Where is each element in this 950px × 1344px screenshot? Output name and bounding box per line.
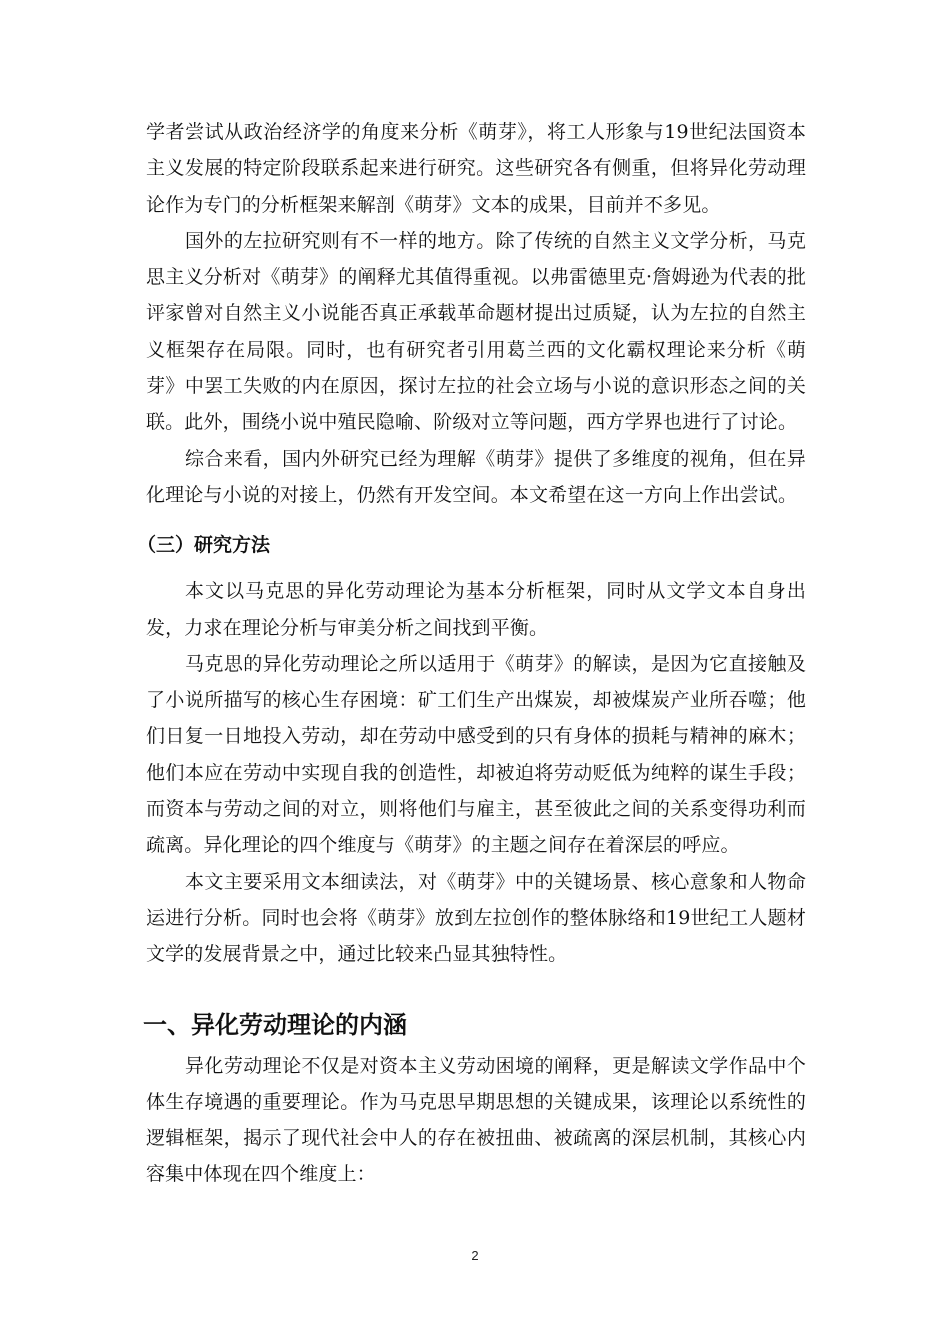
page-body [137, 114, 806, 1193]
paragraph-domestic-research-end: 学者尝试从政治经济学的角度来分析《萌芽》，将工人形象与19世纪法国资本主义发展的特定阶段联系起来进行研究。这些研究各有侧重，但将异化劳动理论作为专门的分析框架来解剖《萌芽》文本的成果，目前并不多见。 [146, 121, 806, 216]
paragraph-theory-intro: 异化劳动理论不仅是对资本主义劳动困境的阐释，更是解读文学作品中个体生存境遇的重要理论。作为马克思早期思想的关键成果，该理论以系统性的逻辑框架，揭示了现代社会中人的存在被扭曲、被疏离的深层机制，其核心内容集中体现在四个维度上： [146, 1054, 806, 1186]
page-number: 2 [471, 1248, 479, 1263]
paragraph-method-framework: 本文以马克思的异化劳动理论为基本分析框架，同时从文学文本自身出发，力求在理论分析与审美分析之间找到平衡。 [146, 580, 806, 639]
chapter-heading: 一、异化劳动理论的内涵 [143, 1010, 407, 1039]
section-subheading-research-methods: （三）研究方法 [137, 534, 271, 557]
paragraph-research-summary: 综合来看，国内外研究已经为理解《萌芽》提供了多维度的视角，但在异化理论与小说的对接上，仍然有开发空间。本文希望在这一方向上作出尝试。 [146, 447, 806, 506]
paragraph-foreign-research: 国外的左拉研究则有不一样的地方。除了传统的自然主义文学分析，马克思主义分析对《萌芽》的阐释尤其值得重视。以弗雷德里克·詹姆逊为代表的批评家曾对自然主义小说能否真正承载革命题材提出过质疑，认为左拉的自然主义框架存在局限。同时，也有研究者引用葛兰西的文化霸权理论来分析《萌芽》中罢工失败的内在原因，探讨左拉的社会立场与小说的意识形态之间的关联。此外，围绕小说中殖民隐喻、阶级对立等问题，西方学界也进行了讨论。 [146, 229, 806, 434]
paragraph-method-rationale: 马克思的异化劳动理论之所以适用于《萌芽》的解读，是因为它直接触及了小说所描写的核心生存困境：矿工们生产出煤炭，却被煤炭产业所吞噬；他们日复一日地投入劳动，却在劳动中感受到的只有身体的损耗与精神的麻木；他们本应在劳动中实现自我的创造性，却被迫将劳动贬低为纯粹的谋生手段；而资本与劳动之间的对立，则将他们与雇主，甚至彼此之间的关系变得功利而疏离。异化理论的四个维度与《萌芽》的主题之间存在着深层的呼应。 [146, 652, 806, 857]
paragraph-method-close-reading: 本文主要采用文本细读法，对《萌芽》中的关键场景、核心意象和人物命运进行分析。同时也会将《萌芽》放到左拉创作的整体脉络和19世纪工人题材文学的发展背景之中，通过比较来凸显其独特性。 [146, 870, 806, 966]
